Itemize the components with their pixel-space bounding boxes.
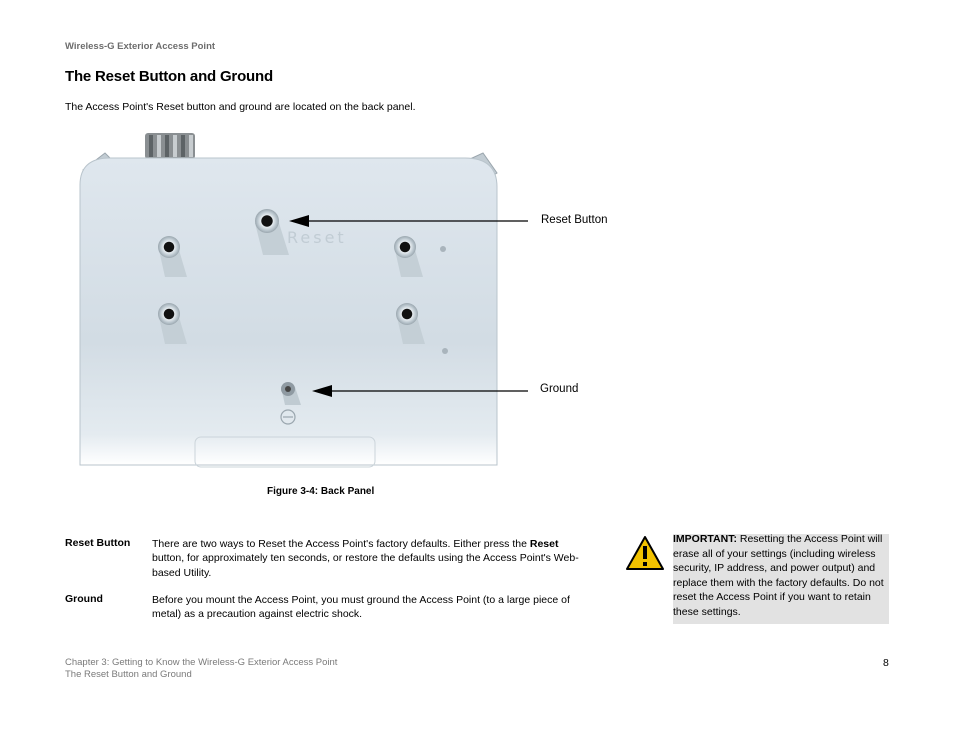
intro-paragraph: The Access Point's Reset button and ground are located on the back panel. [65, 101, 416, 113]
definition-desc-ground: Before you mount the Access Point, you must ground the Access Point (to a large piece of metal) as a precaution against electric shock. [152, 594, 570, 621]
desc-text: There are two ways to Reset the Access Point's factory defaults. Either press the [152, 538, 530, 550]
desc-bold-text: Reset [529, 538, 559, 550]
important-label: IMPORTANT: [673, 533, 737, 545]
panel-body [80, 158, 497, 465]
callout-label-reset: Reset Button [541, 214, 608, 226]
figure-caption: Figure 3-4: Back Panel [267, 486, 375, 497]
footer-chapter: Chapter 3: Getting to Know the Wireless-G Exterior Access Point [65, 657, 338, 668]
important-body: Resetting the Access Point will erase all of your settings (including wireless security, IP address, and power output) and replace them with the factory defaults. Do not reset the Access Point if you want to retain these settings. [673, 533, 884, 618]
warning-triangle-icon [625, 535, 665, 571]
embossed-reset-text: Reset [287, 228, 347, 247]
back-panel-figure [65, 125, 625, 470]
antenna-connector [145, 133, 195, 159]
section-title: The Reset Button and Ground [65, 68, 273, 85]
footer-section: The Reset Button and Ground [65, 669, 192, 680]
back-panel-photo [65, 125, 625, 470]
desc-text: button, for approximately ten seconds, or restore the defaults using the Access Point's Web-based Utility. [152, 552, 579, 579]
definition-term-reset: Reset Button [65, 537, 131, 549]
panel-dot [440, 246, 446, 252]
page-number: 8 [883, 657, 889, 669]
definition-term-ground: Ground [65, 593, 103, 605]
important-note-text [673, 532, 889, 619]
panel-dot [442, 348, 448, 354]
callout-label-ground: Ground [540, 383, 579, 395]
definition-desc-reset [152, 537, 587, 580]
running-header: Wireless-G Exterior Access Point [65, 41, 216, 52]
